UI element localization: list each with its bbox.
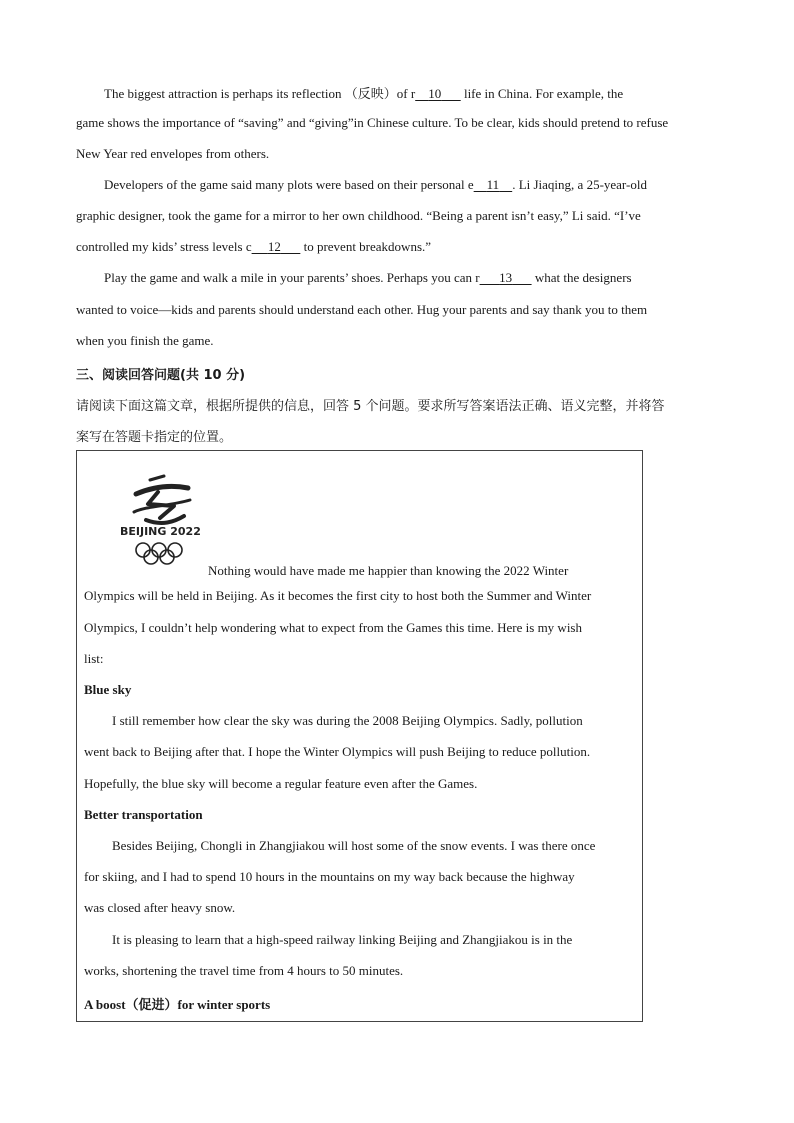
blank-13: 13	[499, 270, 513, 285]
passage-line: New Year red envelopes from others.	[76, 146, 270, 161]
text: controlled my kids’ stress levels c	[76, 239, 252, 254]
blank-12: 12	[267, 239, 281, 254]
passage-line: game shows the importance of “saving” and “giving”in Chinese culture. To be clear, kids should pretend to refuse	[76, 115, 669, 130]
box-line: works, shortening the travel time from 4 hours to 50 minutes.	[84, 963, 404, 978]
beijing-2022-logo	[116, 470, 212, 566]
passage-line	[104, 177, 647, 193]
instruction-line: 案写在答题卡指定的位置。	[76, 430, 233, 445]
subheading-winter-sports: A boost（促进）for winter sports	[84, 997, 271, 1012]
text: Developers of the game said many plots were based on their personal e	[104, 177, 474, 192]
text: Play the game and walk a mile in your parents’ shoes. Perhaps you can r	[104, 270, 480, 285]
logo-text: BEIJING 2022	[120, 525, 201, 538]
text: The biggest attraction is perhaps its reflection （反映）of r	[104, 86, 416, 101]
text: to prevent breakdowns.”	[300, 239, 432, 254]
box-line: Besides Beijing, Chongli in Zhangjiakou will host some of the snow events. I was there once	[112, 838, 596, 853]
passage-line	[76, 239, 431, 255]
passage-line	[104, 270, 632, 286]
box-line: It is pleasing to learn that a high-speed railway linking Beijing and Zhangjiakou is in the	[112, 932, 573, 947]
box-line: I still remember how clear the sky was during the 2008 Beijing Olympics. Sadly, pollution	[112, 713, 583, 728]
box-line: Olympics will be held in Beijing. As it becomes the first city to host both the Summer and Winter	[84, 588, 592, 603]
blank-11: 11	[486, 177, 500, 192]
text: . Li Jiaqing, a 25-year-old	[512, 177, 647, 192]
box-line: Olympics, I couldn’t help wondering what to expect from the Games this time. Here is my wish	[84, 620, 582, 635]
section-heading: 三、阅读回答问题(共 10 分)	[76, 368, 246, 383]
passage-line: wanted to voice—kids and parents should understand each other. Hug your parents and say thank you to them	[76, 302, 648, 317]
olympic-rings-icon	[136, 543, 182, 564]
box-line: was closed after heavy snow.	[84, 900, 236, 915]
subheading-blue-sky: Blue sky	[84, 682, 132, 697]
instruction-line: 请阅读下面这篇文章，根据所提供的信息，回答 5 个问题。要求所写答案语法正确、语义完整，并将答	[76, 399, 665, 414]
box-line: went back to Beijing after that. I hope the Winter Olympics will push Beijing to reduce pollution.	[84, 744, 591, 759]
subheading-transportation: Better transportation	[84, 807, 203, 822]
passage-line	[104, 83, 623, 102]
blank-10: 10	[428, 86, 442, 101]
text: life in China. For example, the	[460, 86, 624, 101]
box-line: Nothing would have made me happier than knowing the 2022 Winter	[208, 563, 569, 578]
text: what the designers	[531, 270, 632, 285]
passage-line: graphic designer, took the game for a mirror to her own childhood. “Being a parent isn’t easy,” Li said. “I’ve	[76, 208, 641, 223]
passage-line: when you finish the game.	[76, 333, 214, 348]
box-line: list:	[84, 651, 104, 666]
box-line: for skiing, and I had to spend 10 hours in the mountains on my way back because the highway	[84, 869, 575, 884]
box-line: Hopefully, the blue sky will become a regular feature even after the Games.	[84, 776, 478, 791]
emblem-icon	[134, 476, 190, 523]
